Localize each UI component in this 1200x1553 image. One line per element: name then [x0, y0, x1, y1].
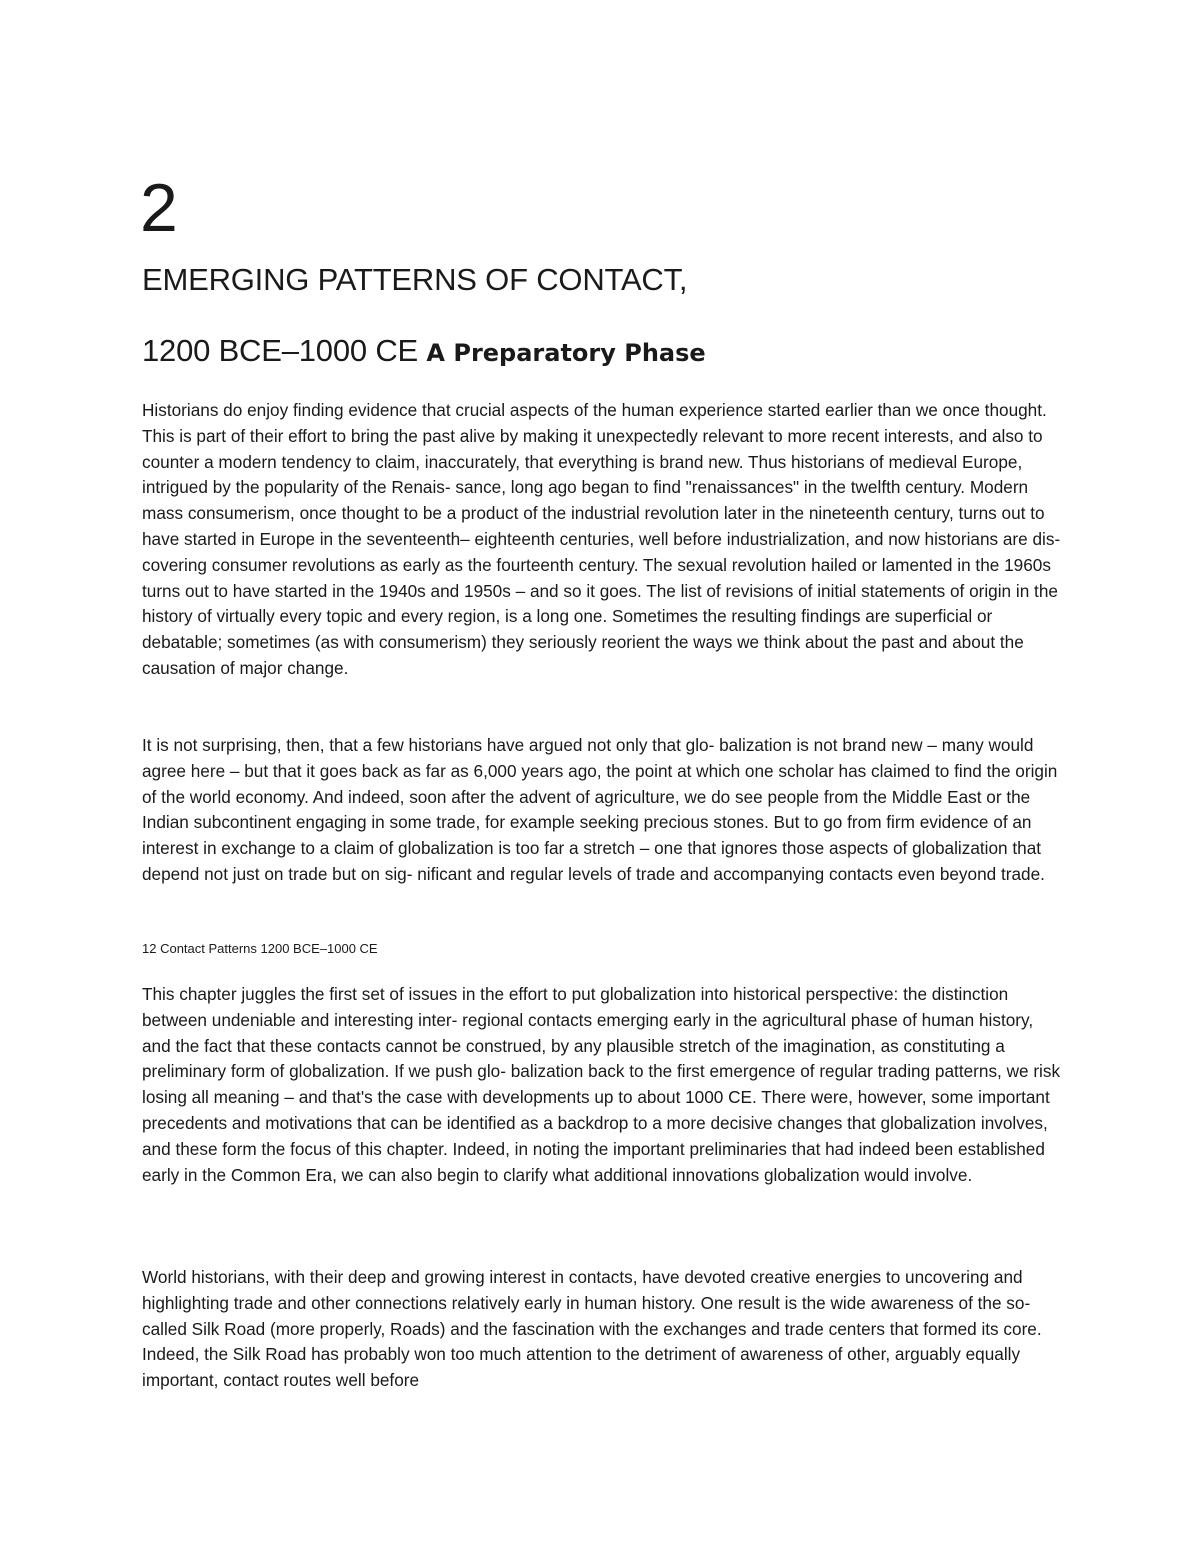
- body-paragraph-1: Historians do enjoy finding evidence that crucial aspects of the human experience started earlier than we once thought. This is part of their effort to bring the past alive by making it unexpectedly relevant to more recent interests, and also to counter a modern tendency to claim, inaccurately, that everything is brand new. Thus historians of medieval Europe, intrigued by the popularity of the Renais- sance, long ago began to find "renaissances" in the twelfth century. Modern mass consumerism, once thought to be a product of the industrial revolution later in the nineteenth century, turns out to have started in Europe in the seventeenth– eighteenth centuries, well before industrialization, and now historians are dis- covering consumer revolutions as early as the fourteenth century. The sexual revolution hailed or lamented in the 1960s turns out to have started in the 1940s and 1950s – and so it goes. The list of revisions of initial statements of origin in the history of virtually every topic and every region, is a long one. Sometimes the resulting findings are superficial or debatable; sometimes (as with consumerism) they seriously reorient the ways we think about the past and about the causation of major change.: [142, 400, 1061, 678]
- body-paragraph-4: World historians, with their deep and growing interest in contacts, have devoted creative energies to uncovering and highlighting trade and other connections relatively early in human history. One result is the wide awareness of the so-called Silk Road (more properly, Roads) and the fascination with the exchanges and trade centers that formed its core. Indeed, the Silk Road has probably won too much attention to the detriment of awareness of other, arguably equally important, contact routes well before: [142, 1267, 1042, 1391]
- running-head: 12 Contact Patterns 1200 BCE–1000 CE: [142, 941, 378, 956]
- chapter-number: 2: [140, 170, 178, 246]
- chapter-phase: A Preparatory Phase: [426, 339, 706, 367]
- body-paragraph-3: This chapter juggles the first set of issues in the effort to put globalization into historical perspective: the distinction between undeniable and interesting inter- regional contacts emerging early in the agricultural phase of human history, and the fact that these contacts cannot be construed, by any plausible stretch of the imagination, as constituting a preliminary form of globalization. If we push glo- balization back to the first emergence of regular trading patterns, we risk losing all meaning – and that's the case with developments up to about 1000 CE. There were, however, some important precedents and motivations that can be identified as a backdrop to a more decisive changes that globalization involves, and these form the focus of this chapter. Indeed, in noting the important preliminaries that had indeed been established early in the Common Era, we can also begin to clarify what additional innovations globalization would involve.: [142, 984, 1061, 1185]
- chapter-date-range: 1200 BCE–1000 CE: [142, 333, 418, 368]
- chapter-subtitle: [142, 330, 706, 374]
- body-paragraph-2: It is not surprising, then, that a few historians have argued not only that glo- balization is not brand new – many would agree here – but that it goes back as far as 6,000 years ago, the point at which one scholar has claimed to find the origin of the world economy. And indeed, soon after the advent of agriculture, we do see people from the Middle East or the Indian subcontinent engaging in some trade, for example seeking precious stones. But to go from firm evidence of an interest in exchange to a claim of globalization is too far a stretch – one that ignores those aspects of globalization that depend not just on trade but on sig- nificant and regular levels of trade and accompanying contacts even beyond trade.: [142, 735, 1058, 884]
- chapter-title: EMERGING PATTERNS OF CONTACT,: [142, 262, 688, 297]
